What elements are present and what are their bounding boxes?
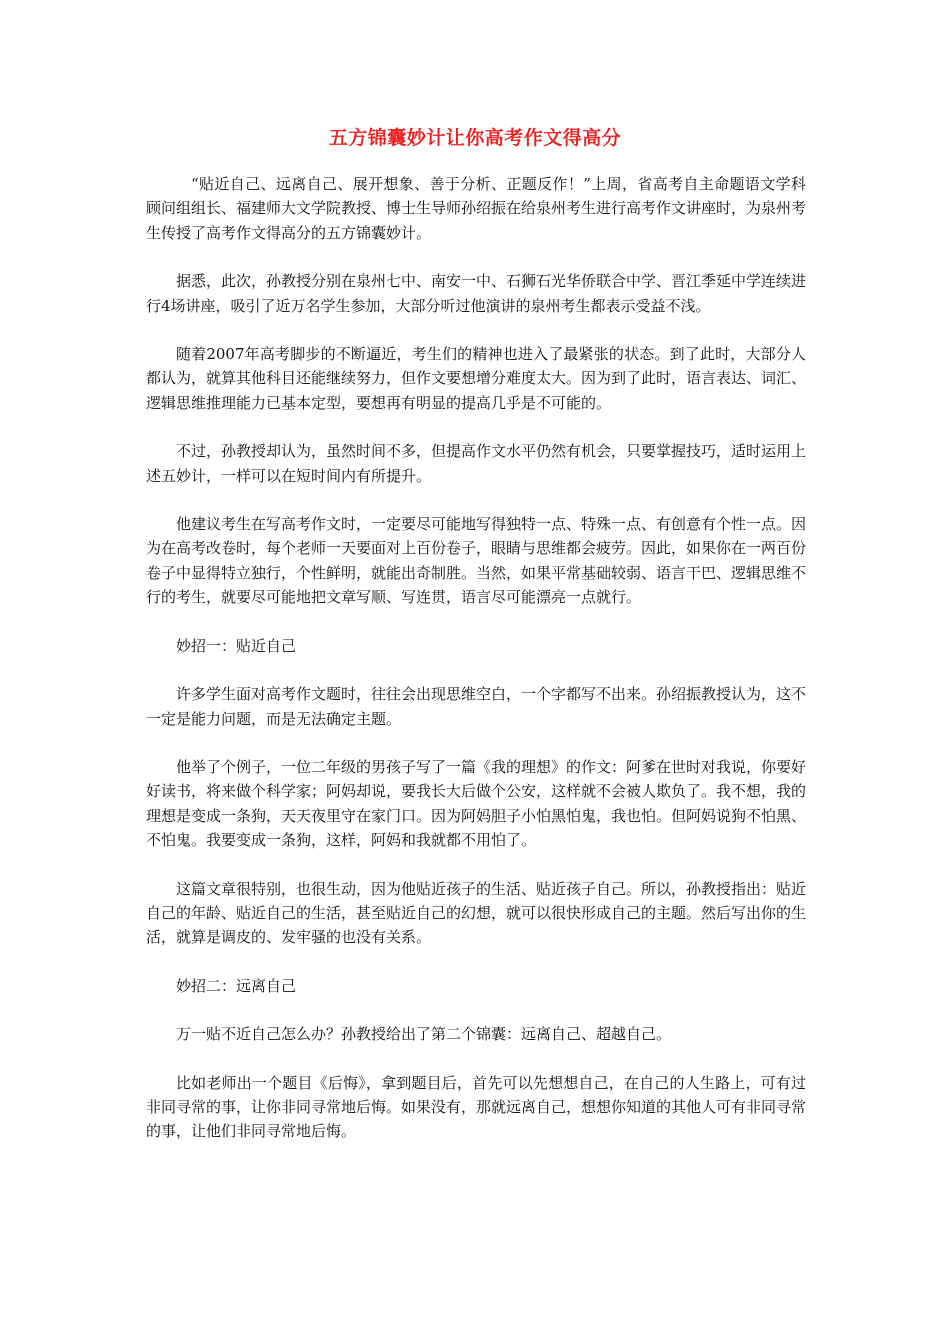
paragraph-blank-mind: 许多学生面对高考作文题时，往往会出现思维空白，一个字都写不出来。孙绍振教授认为，这不一定是能力问题，而是无法确定主题。	[146, 685, 807, 728]
paragraph-example: 他举了个例子，一位二年级的男孩子写了一篇《我的理想》的作文：阿爹在世时对我说，你要好好读书，将来做个科学家；阿妈却说，要我长大后做个公安，这样就不会被人欺负了。我不想，我的理想是变成一条狗，天天夜里守在家门口。因为阿妈胆子小怕黑怕鬼，我也怕。但阿妈说狗不怕黑、不怕鬼。我要变成一条狗，这样，阿妈和我就都不用怕了。	[146, 757, 807, 850]
article-body	[146, 172, 806, 1168]
heading-tip-one: 妙招一：贴近自己	[176, 636, 297, 655]
heading-tip-two: 妙招二：远离自己	[176, 976, 297, 995]
paragraph-advice: 他建议考生在写高考作文时，一定要尽可能地写得独特一点、特殊一点、有创意有个性一点。因为在高考改卷时，每个老师一天要面对上百份卷子，眼睛与思维都会疲劳。因此，如果你在一两百份卷子中显得特立独行，个性鲜明，就能出奇制胜。当然，如果平常基础较弱、语言干巴、逻辑思维不行的考生，就要尽可能地把文章写顺、写连贯，语言尽可能漂亮一点就行。	[146, 515, 807, 607]
paragraph-regret-example: 比如老师出一个题目《后悔》，拿到题目后，首先可以先想想自己，在自己的人生路上，可有过非同寻常的事，让你非同寻常地后悔。如果没有，那就远离自己，想想你知道的其他人可有非同寻常的事，让他们非同寻常地后悔。	[146, 1073, 807, 1141]
article-title: 五方锦囊妙计让你高考作文得高分	[328, 127, 622, 149]
paragraph-analysis: 这篇文章很特别，也很生动，因为他贴近孩子的生活、贴近孩子自己。所以，孙教授指出：贴近自己的年龄、贴近自己的生活，甚至贴近自己的幻想，就可以很快形成自己的主题。然后写出你的生活，就算是调皮的、发牢骚的也没有关系。	[146, 879, 807, 947]
paragraph-pressure: 随着2007年高考脚步的不断逼近，考生们的精神也进入了最紧张的状态。到了此时，大部分人都认为，就算其他科目还能继续努力，但作文要想增分难度太大。因为到了此时，语言表达、词汇、逻辑思维推理能力已基本定型，要想再有明显的提高几乎是不可能的。	[146, 345, 807, 412]
paragraph-second-tip: 万一贴不近自己怎么办？孙教授给出了第二个锦囊：远离自己、超越自己。	[176, 1025, 672, 1044]
paragraph-opportunity: 不过，孙教授却认为，虽然时间不多，但提高作文水平仍然有机会，只要掌握技巧，适时运用上述五妙计，一样可以在短时间内有所提升。	[146, 442, 807, 485]
paragraph-intro: “贴近自己、远离自己、展开想象、善于分析、正题反作！”上周，省高考自主命题语文学科顾问组组长、福建师大文学院教授、博士生导师孙绍振在给泉州考生进行高考作文讲座时，为泉州考生传授了高考作文得高分的五方锦囊妙计。	[146, 175, 807, 242]
paragraph-lectures: 据悉，此次，孙教授分别在泉州七中、南安一中、石狮石光华侨联合中学、晋江季延中学连续进行4场讲座，吸引了近万名学生参加，大部分听过他演讲的泉州考生都表示受益不浅。	[146, 272, 807, 315]
